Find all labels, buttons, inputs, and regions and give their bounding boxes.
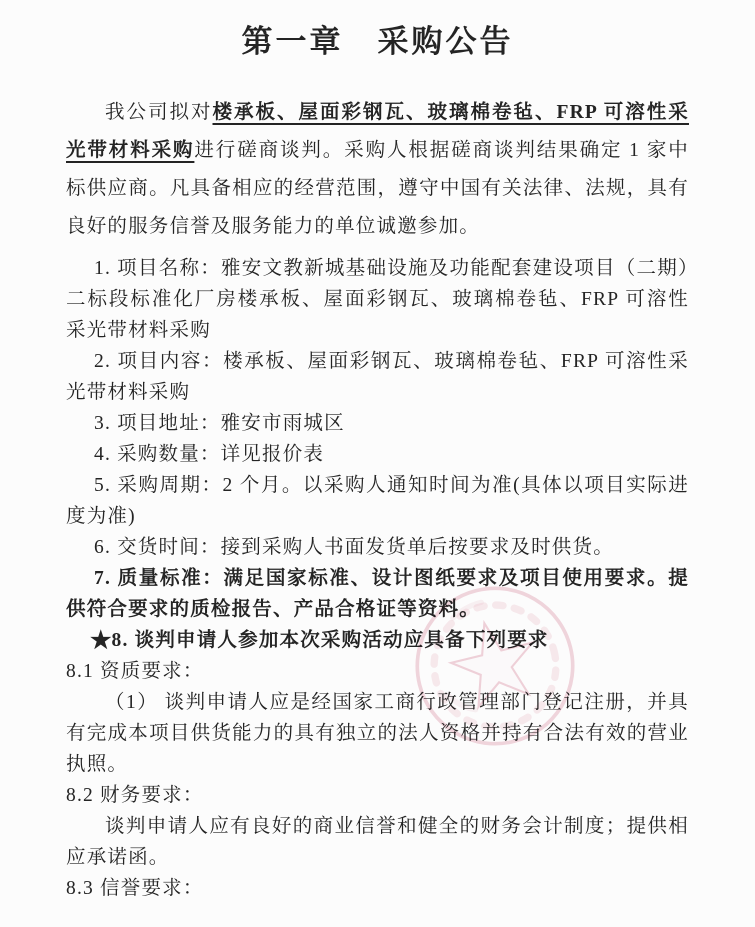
- section-body-8-1: （1） 谈判申请人应是经国家工商行政管理部门登记注册，并具有完成本项目供货能力的具有独立的法人资格并持有合法有效的营业执照。: [66, 692, 689, 775]
- announcement-list: [66, 253, 689, 904]
- section-heading-8-2: 8.2 财务要求：: [66, 785, 204, 806]
- list-item-5: 5. 采购周期：2 个月。以采购人通知时间为准(具体以项目实际进度为准): [66, 475, 689, 527]
- intro-suffix: 进行磋商谈判。采购人根据磋商谈判结果确定 1 家中标供应商。凡具备相应的经营范围，遵守中国有关法律、法规，具有良好的服务信誉及服务能力的单位诚邀参加。: [66, 140, 689, 237]
- list-item-3: 3. 项目地址：雅安市雨城区: [94, 413, 345, 434]
- list-item-1: 1. 项目名称：雅安文教新城基础设施及功能配套建设项目（二期）二标段标准化厂房楼承板、屋面彩钢瓦、玻璃棉卷毡、FRP 可溶性采光带材料采购: [66, 258, 689, 341]
- list-item-2: 2. 项目内容：楼承板、屋面彩钢瓦、玻璃棉卷毡、FRP 可溶性采光带材料采购: [66, 351, 689, 403]
- procurement-subject: 楼承板、屋面彩钢瓦、玻璃棉卷毡、FRP 可溶性采光带材料采购: [66, 102, 689, 161]
- section-body-8-2: 谈判申请人应有良好的商业信誉和健全的财务会计制度；提供相应承诺函。: [66, 816, 689, 868]
- intro-paragraph: [66, 94, 689, 246]
- section-heading-8-3: 8.3 信誉要求：: [66, 878, 204, 899]
- list-item-6: 6. 交货时间：接到采购人书面发货单后按要求及时供货。: [94, 537, 614, 558]
- intro-prefix: 我公司拟对: [105, 102, 213, 123]
- list-item-8-text: 8. 谈判申请人参加本次采购活动应具备下列要求: [111, 630, 549, 651]
- star-icon: ★: [90, 628, 112, 654]
- page-title: 第一章 采购公告: [241, 24, 514, 59]
- list-item-7: 7. 质量标准：满足国家标准、设计图纸要求及项目使用要求。提供符合要求的质检报告、产品合格证等资料。: [66, 568, 689, 620]
- section-heading-8-1: 8.1 资质要求：: [66, 661, 204, 682]
- list-item-8: [66, 625, 689, 656]
- list-item-4: 4. 采购数量：详见报价表: [94, 444, 325, 465]
